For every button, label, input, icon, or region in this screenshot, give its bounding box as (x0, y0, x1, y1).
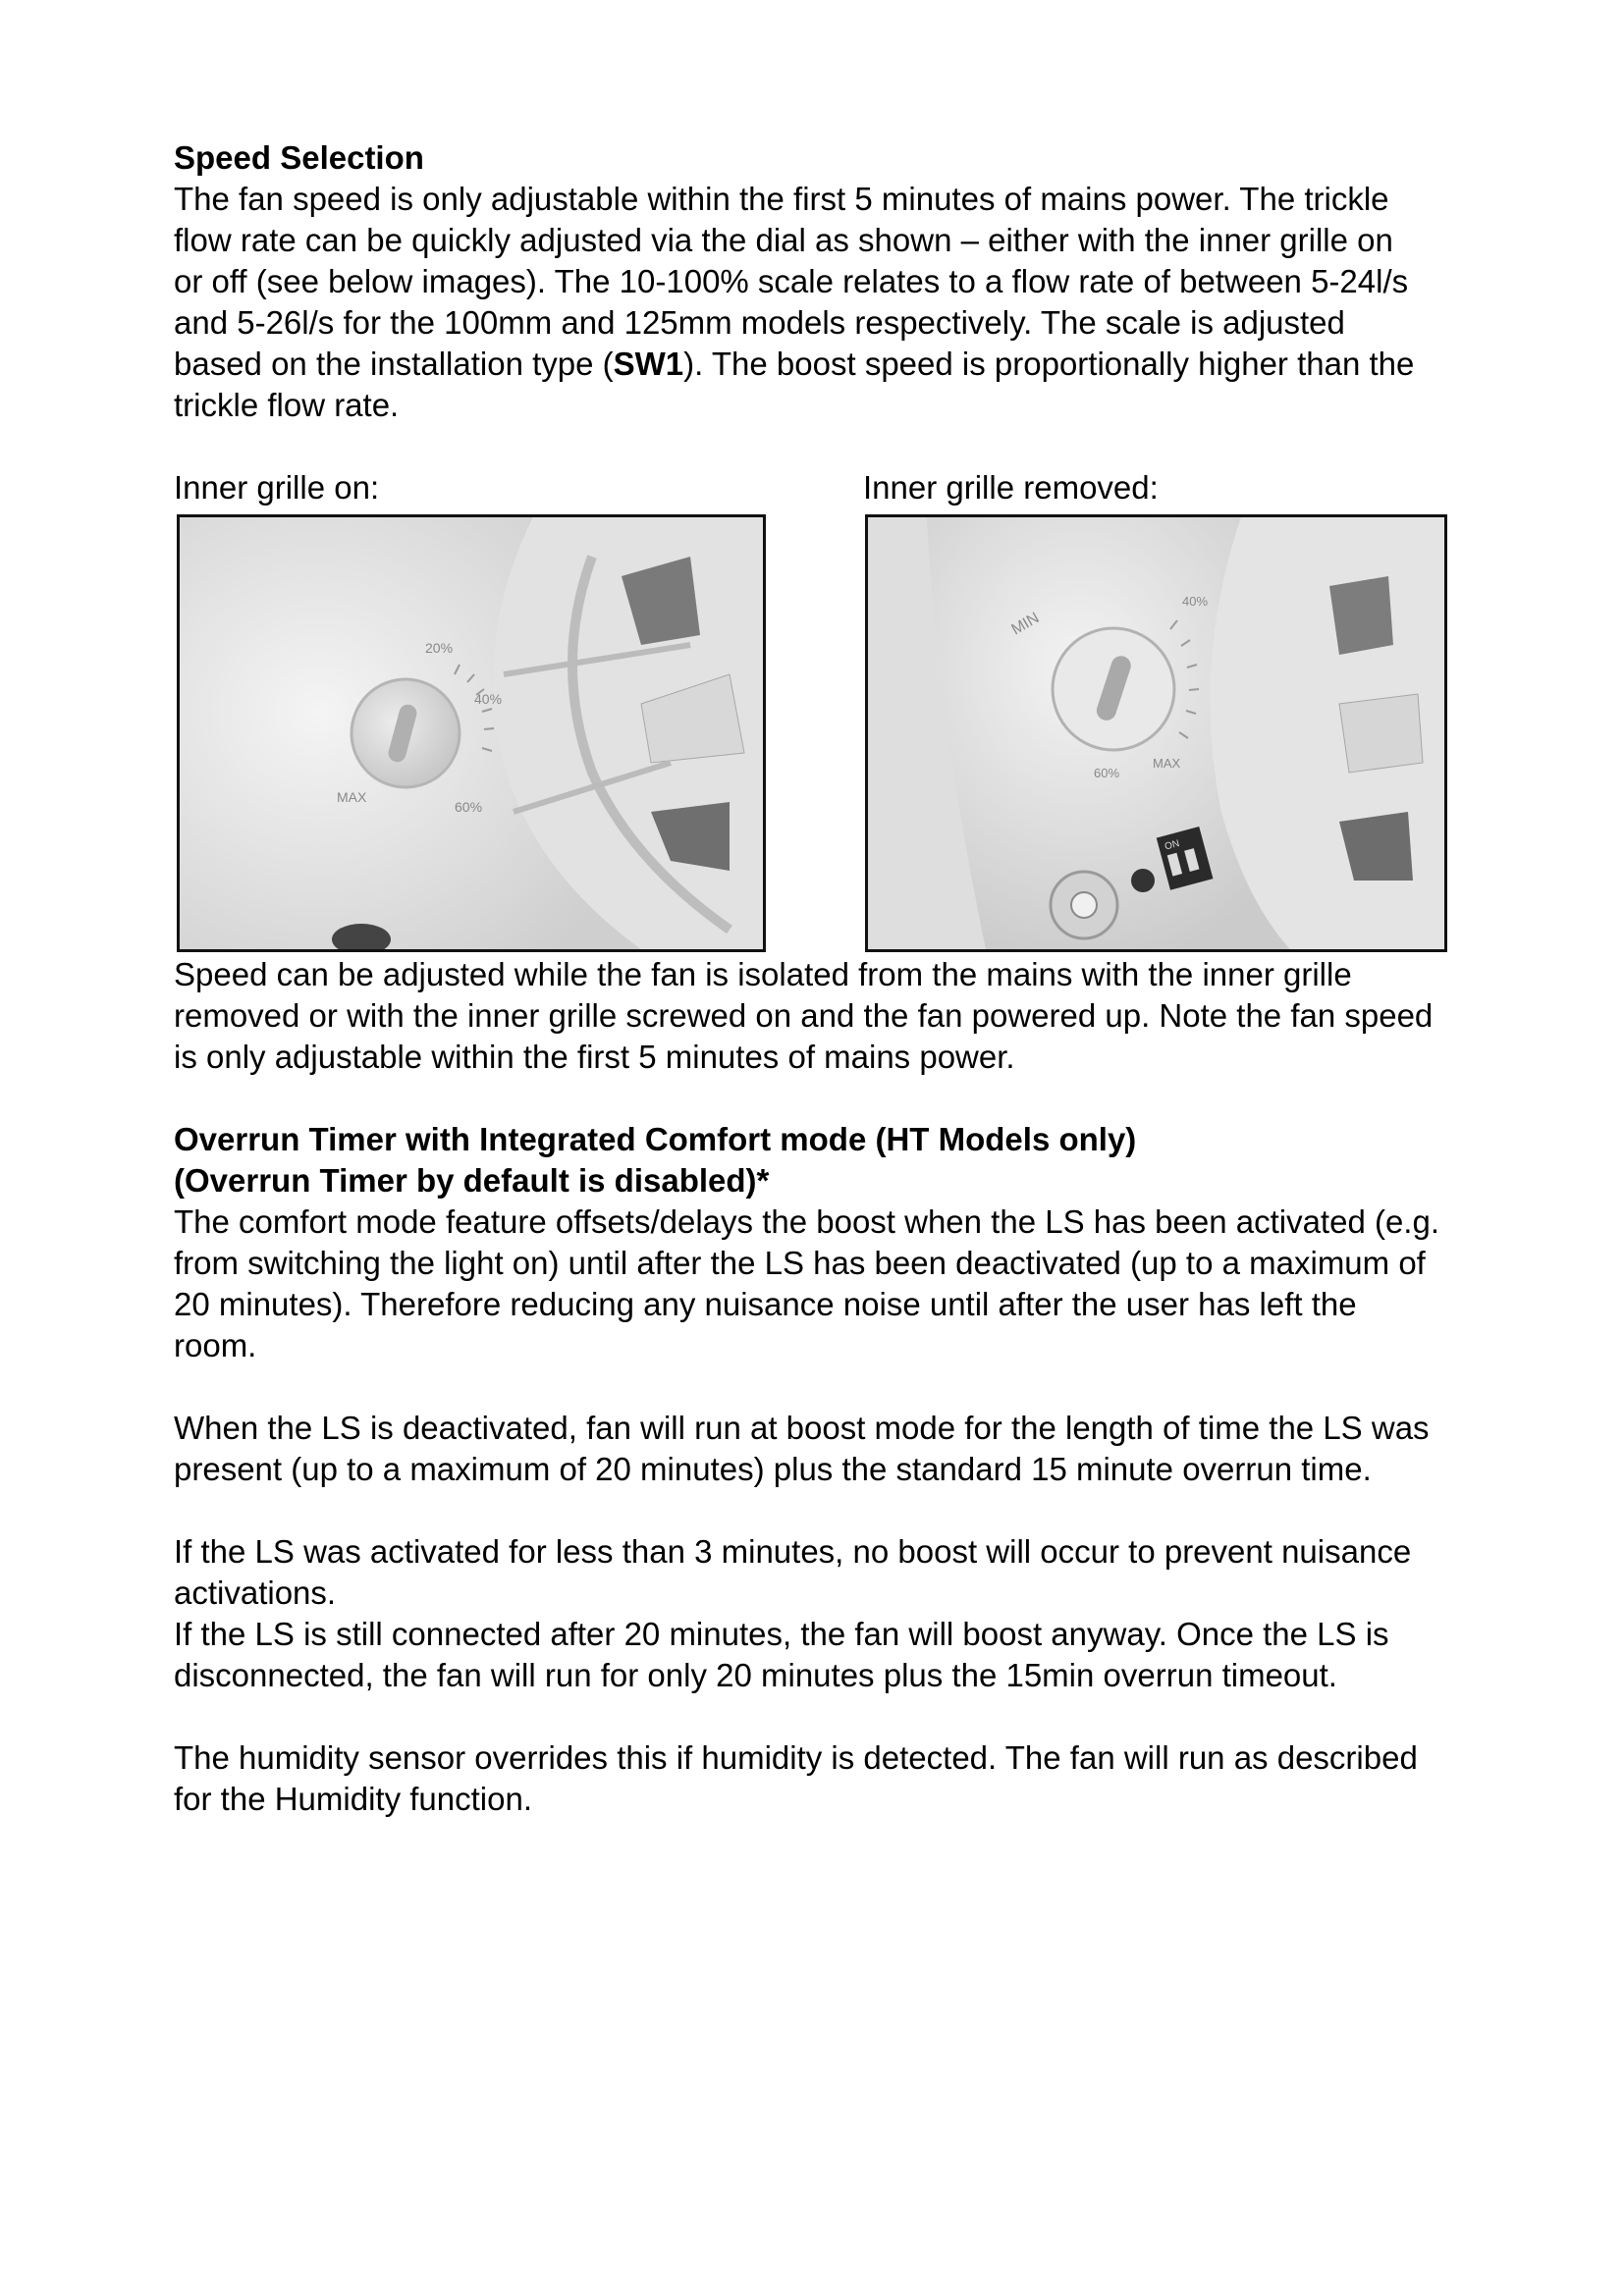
document-page (174, 137, 1544, 1820)
comfort-line-1: The comfort mode feature offsets/delays the boost when the LS has been activated (e.g. (174, 1203, 1439, 1240)
speed-line-2: flow rate can be quickly adjusted via the dial as shown – either with the inner grille on (174, 222, 1393, 258)
speed-line-5-a: based on the installation type ( (174, 346, 614, 382)
humidity-line-1: The humidity sensor overrides this if humidity is detected. The fan will run as described (174, 1739, 1418, 1776)
speed-line-5 (174, 344, 1544, 385)
comfort-line-4: room. (174, 1327, 257, 1363)
deactivate-line-2: present (up to a maximum of 20 minutes) plus the standard 15 minute overrun time. (174, 1451, 1372, 1487)
speed-note-line-3: is only adjustable within the first 5 minutes of mains power. (174, 1039, 1015, 1075)
dial-label-40: 40% (474, 691, 503, 707)
long-activation-line-1: If the LS is still connected after 20 minutes, the fan will boost anyway. Once the LS is (174, 1616, 1389, 1652)
humidity-line-2: for the Humidity function. (174, 1781, 532, 1817)
dial-label-20: 20% (425, 640, 454, 656)
speed-note-line-1: Speed can be adjusted while the fan is isolated from the mains with the inner grille (174, 956, 1352, 992)
speed-line-1: The fan speed is only adjustable within the first 5 minutes of mains power. The trickle (174, 181, 1389, 217)
dial-label-60-right: 60% (1094, 766, 1120, 780)
short-activation-line-1: If the LS was activated for less than 3 minutes, no boost will occur to prevent nuisance (174, 1533, 1412, 1570)
short-activation-line-2: activations. (174, 1575, 337, 1611)
dial-label-min: MIN (1008, 610, 1043, 639)
speed-line-3: or off (see below images). The 10-100% scale relates to a flow rate of between 5-24l/s (174, 263, 1409, 299)
caption-grille-on: Inner grille on: (174, 469, 380, 506)
image-captions (174, 467, 1544, 508)
dial-label-40-right: 40% (1182, 594, 1209, 609)
overrun-heading-2: (Overrun Timer by default is disabled)* (174, 1162, 770, 1199)
comfort-line-2: from switching the light on) until after the LS has been deactivated (up to a maximum of (174, 1245, 1426, 1281)
speed-line-4: and 5-26l/s for the 100mm and 125mm models respectively. The scale is adjusted (174, 304, 1345, 341)
switch-on-label: ON (1164, 837, 1181, 853)
photo-grille-removed (865, 514, 1447, 952)
image-row (174, 514, 1544, 954)
dial-label-60: 60% (455, 799, 483, 815)
caption-grille-removed: Inner grille removed: (863, 469, 1159, 506)
deactivate-line-1: When the LS is deactivated, fan will run at boost mode for the length of time the LS was (174, 1410, 1430, 1446)
long-activation-line-2: disconnected, the fan will run for only 20 minutes plus the 15min overrun timeout. (174, 1657, 1337, 1693)
speed-selection-heading: Speed Selection (174, 139, 424, 176)
sw1-bold: SW1 (613, 346, 684, 382)
photo-grille-on (177, 514, 766, 952)
speed-line-6: trickle flow rate. (174, 387, 400, 423)
overrun-heading-1: Overrun Timer with Integrated Comfort mode (HT Models only) (174, 1121, 1137, 1157)
dial-label-max-right: MAX (1153, 756, 1181, 771)
dial-label-max: MAX (337, 789, 367, 805)
speed-note-line-2: removed or with the inner grille screwed on and the fan powered up. Note the fan speed (174, 997, 1434, 1034)
comfort-line-3: 20 minutes). Therefore reducing any nuisance noise until after the user has left the (174, 1286, 1357, 1322)
speed-line-5-b: ). The boost speed is proportionally higher than the (683, 346, 1415, 382)
